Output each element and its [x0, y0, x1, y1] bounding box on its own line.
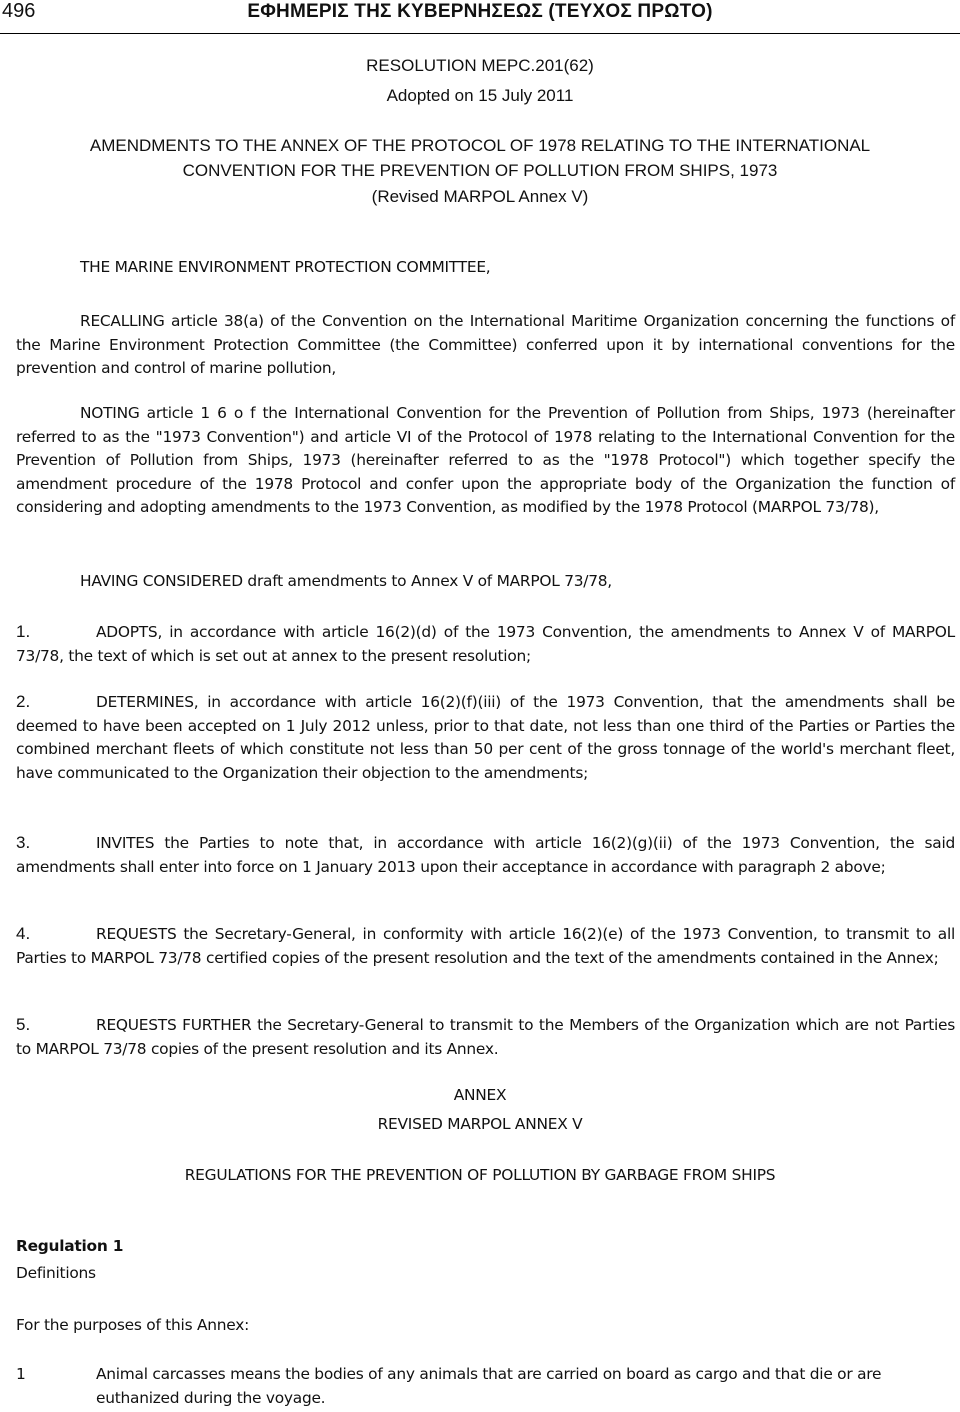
paragraph-text: INVITES the Parties to note that, in accordance with article 16(2)(g)(ii) of the 1973 Convention, the said amendments shall enter into force on 1 January 2013 upon their acceptance in accordance with paragraph 2 above;	[16, 834, 955, 876]
paragraph-number: 1.	[16, 622, 31, 641]
operative-paragraph-2	[16, 690, 955, 785]
resolution-title-line-3: (Revised MARPOL Annex V)	[371, 187, 589, 206]
committee-name: THE MARINE ENVIRONMENT PROTECTION COMMITTEE,	[80, 258, 491, 276]
noting-paragraph: NOTING article 1 6 o f the International Convention for the Prevention of Pollution from Ships, 1973 (hereinafter referred to as the "1973 Convention") and article VI of the Protocol of 1978 relating to the International Convention for the Prevention of Pollution from Ships, 1973 (hereinafter referred to as the "1978 Protocol") which together specify the amendment procedure of the 1978 Protocol and confer upon the appropriate body of the Organization the function of considering and adopting amendments to the 1973 Convention, as modified by the 1978 Protocol (MARPOL 73/78),	[16, 404, 955, 517]
paragraph-number: 4.	[16, 924, 31, 943]
page-header	[0, 0, 960, 34]
paragraph-text: DETERMINES, in accordance with article 16(2)(f)(iii) of the 1973 Convention, that the amendments shall be deemed to have been accepted on 1 July 2012 unless, prior to that date, not less than one third of the Parties or Parties the combined merchant fleets of which constitute not less than 50 per cent of the gross tonnage of the world's merchant fleet, have communicated to the Organization their objection to the amendments;	[16, 693, 955, 782]
regulation-heading: Regulation 1	[16, 1237, 124, 1255]
resolution-title-line-1: AMENDMENTS TO THE ANNEX OF THE PROTOCOL OF 1978 RELATING TO THE INTERNATIONAL	[89, 136, 871, 155]
paragraph-number: 5.	[16, 1015, 31, 1034]
resolution-title-line-2: CONVENTION FOR THE PREVENTION OF POLLUTION FROM SHIPS, 1973	[182, 161, 778, 180]
operative-paragraph-3	[16, 831, 955, 879]
annex-label: ANNEX	[453, 1086, 507, 1104]
journal-title: ΕΦΗΜΕΡΙΣ ΤΗΣ ΚΥΒΕΡΝΗΣΕΩΣ (ΤΕΥΧΟΣ ΠΡΩΤΟ)	[247, 1, 713, 22]
adoption-date: Adopted on 15 July 2011	[386, 86, 574, 105]
definition-item	[16, 1362, 955, 1410]
paragraph-text: REQUESTS the Secretary-General, in conformity with article 16(2)(e) of the 1973 Convention, to transmit to all Parties to MARPOL 73/78 certified copies of the present resolution and the text of the amendments contained in the Annex;	[16, 925, 955, 967]
paragraph-number: 2.	[16, 692, 31, 711]
annex-title: REVISED MARPOL ANNEX V	[377, 1115, 583, 1133]
having-considered-paragraph: HAVING CONSIDERED draft amendments to Annex V of MARPOL 73/78,	[80, 572, 612, 590]
regulation-title: Definitions	[16, 1264, 96, 1282]
paragraph-text: ADOPTS, in accordance with article 16(2)(d) of the 1973 Convention, the amendments to Annex V of MARPOL 73/78, the text of which is set out at annex to the present resolution;	[16, 623, 955, 665]
page-number: 496	[2, 0, 36, 22]
operative-paragraph-1	[16, 620, 955, 668]
operative-paragraph-4	[16, 922, 955, 970]
annex-subtitle: REGULATIONS FOR THE PREVENTION OF POLLUTION BY GARBAGE FROM SHIPS	[184, 1166, 776, 1184]
definitions-intro: For the purposes of this Annex:	[16, 1316, 250, 1334]
operative-paragraph-5	[16, 1013, 955, 1061]
definition-number: 1	[16, 1365, 26, 1383]
paragraph-number: 3.	[16, 833, 31, 852]
paragraph-text: REQUESTS FURTHER the Secretary-General to transmit to the Members of the Organization which are not Parties to MARPOL 73/78 copies of the present resolution and its Annex.	[16, 1016, 955, 1058]
definition-text: Animal carcasses means the bodies of any animals that are carried on board as cargo and that die or are euthanized during the voyage.	[96, 1365, 882, 1407]
recalling-paragraph: RECALLING article 38(a) of the Convention on the International Maritime Organization concerning the functions of the Marine Environment Protection Committee (the Committee) conferred upon it by international conventions for the prevention and control of marine pollution,	[16, 312, 955, 378]
resolution-number: RESOLUTION MEPC.201(62)	[366, 56, 594, 75]
